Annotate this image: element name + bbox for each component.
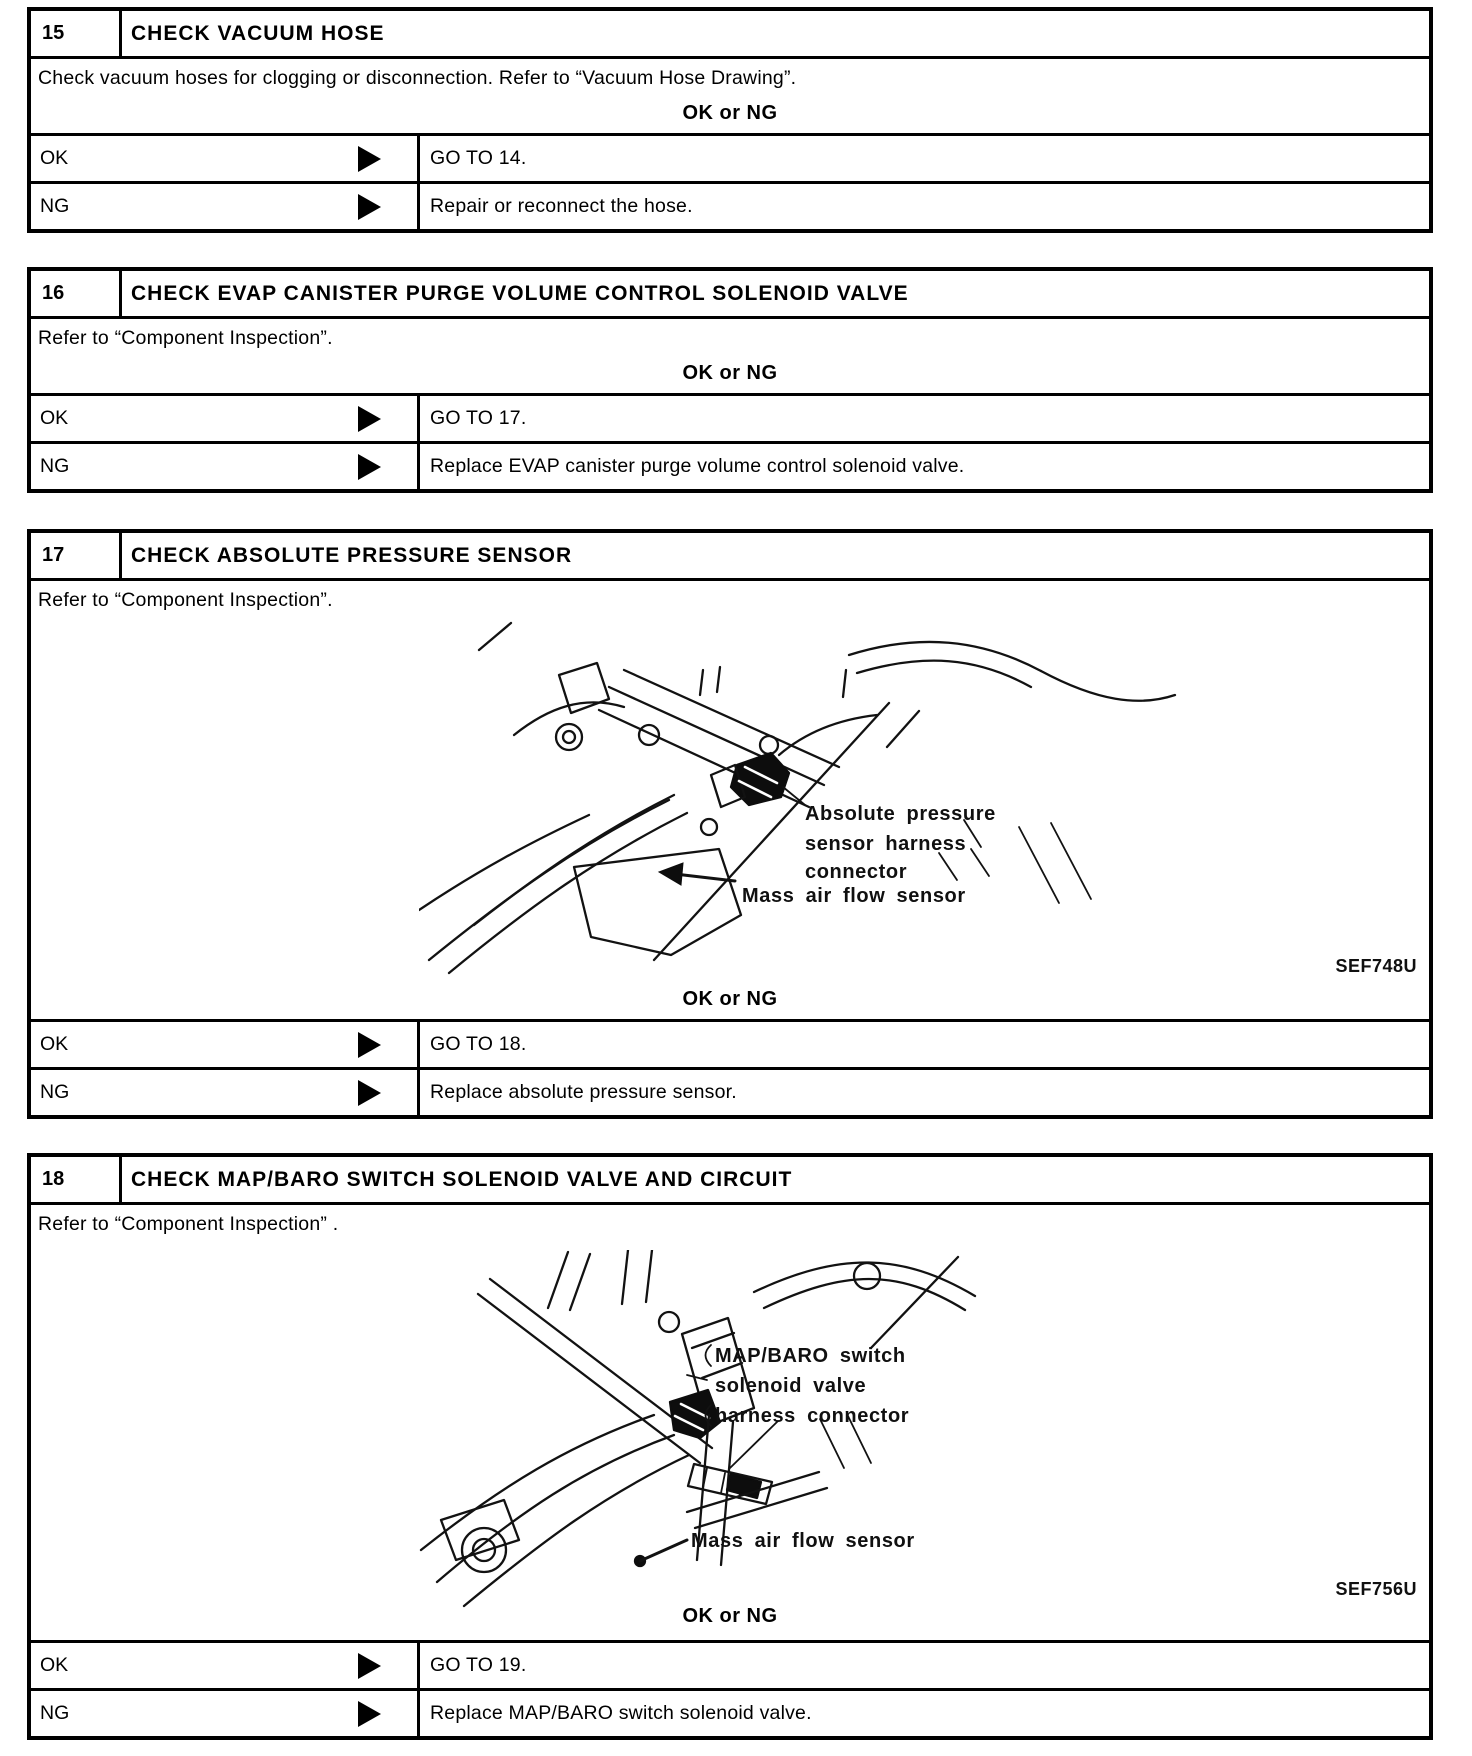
result-label: NG [40, 455, 70, 477]
action-text: Replace absolute pressure sensor. [430, 1081, 737, 1103]
result-cell [31, 444, 420, 489]
callout-maf-sensor: Mass air flow sensor [742, 885, 966, 907]
result-label: NG [40, 1081, 70, 1103]
callout-connector-line3: connector [805, 861, 908, 883]
action-text: Repair or reconnect the hose. [430, 195, 693, 217]
step-description: Refer to “Component Inspection” . [38, 1213, 339, 1235]
callout-connector-line3: harness connector [715, 1405, 910, 1427]
step-title: CHECK ABSOLUTE PRESSURE SENSOR [131, 543, 573, 567]
result-cell [31, 136, 420, 181]
action-text: Replace MAP/BARO switch solenoid valve. [430, 1702, 812, 1724]
step-number: 15 [31, 11, 122, 56]
callout-maf-sensor: Mass air flow sensor [691, 1530, 915, 1552]
step-header [31, 533, 1429, 581]
figure-code: SEF748U [1335, 956, 1417, 976]
step-title: CHECK MAP/BARO SWITCH SOLENOID VALVE AND CIRCUIT [131, 1167, 793, 1191]
result-row-ng [31, 1688, 1429, 1736]
result-label: OK [40, 147, 69, 169]
step-description: Refer to “Component Inspection”. [38, 327, 333, 349]
figure-code: SEF756U [1335, 1579, 1417, 1599]
action-text: Replace EVAP canister purge volume control solenoid valve. [430, 455, 965, 477]
result-label: OK [40, 407, 69, 429]
callout-connector-line2: solenoid valve [715, 1375, 867, 1397]
result-cell [31, 184, 420, 229]
result-row-ng [31, 441, 1429, 489]
action-text: GO TO 19. [430, 1654, 527, 1676]
decision-label: OK or NG [682, 362, 778, 384]
arrow-right-icon [358, 1080, 381, 1106]
result-row-ok [31, 393, 1429, 441]
arrow-right-icon [358, 146, 381, 172]
engine-diagram [419, 615, 1429, 980]
step-body [31, 319, 1429, 393]
procedure-step-16 [27, 267, 1433, 493]
decision-label: OK or NG [682, 1605, 778, 1627]
callout-connector-line1: Absolute pressure [805, 803, 996, 825]
arrow-right-icon [358, 406, 381, 432]
figure-map-baro-switch-solenoid [419, 1250, 1429, 1610]
step-header [31, 271, 1429, 319]
step-header [31, 1157, 1429, 1205]
result-label: NG [40, 195, 70, 217]
result-row-ok [31, 1019, 1429, 1067]
procedure-step-18 [27, 1153, 1433, 1740]
result-row-ng [31, 181, 1429, 229]
result-cell [31, 1691, 420, 1736]
result-row-ok [31, 1640, 1429, 1688]
arrow-right-icon [358, 194, 381, 220]
result-cell [31, 1070, 420, 1115]
step-number: 18 [31, 1157, 122, 1202]
callout-connector-line1: MAP/BARO switch [715, 1345, 906, 1367]
arrow-right-icon [358, 1701, 381, 1727]
decision-label: OK or NG [682, 988, 778, 1010]
decision-label: OK or NG [682, 102, 778, 124]
step-body [31, 59, 1429, 133]
step-number: 17 [31, 533, 122, 578]
result-cell [31, 1022, 420, 1067]
callout-connector-line2: sensor harness [805, 833, 967, 855]
procedure-step-15 [27, 7, 1433, 233]
result-label: OK [40, 1654, 69, 1676]
step-title: CHECK VACUUM HOSE [131, 21, 385, 45]
figure-absolute-pressure-sensor [419, 615, 1429, 980]
step-body [31, 1205, 1429, 1640]
arrow-right-icon [358, 454, 381, 480]
result-cell [31, 1643, 420, 1688]
arrow-right-icon [358, 1653, 381, 1679]
action-text: GO TO 17. [430, 407, 527, 429]
procedure-step-17 [27, 529, 1433, 1119]
result-label: NG [40, 1702, 70, 1724]
engine-diagram [419, 1250, 1429, 1610]
action-text: GO TO 18. [430, 1033, 527, 1055]
action-text: GO TO 14. [430, 147, 527, 169]
result-row-ng [31, 1067, 1429, 1115]
step-body [31, 581, 1429, 1019]
step-description: Check vacuum hoses for clogging or disconnection. Refer to “Vacuum Hose Drawing”. [38, 67, 797, 89]
step-header [31, 11, 1429, 59]
result-row-ok [31, 133, 1429, 181]
arrow-right-icon [358, 1032, 381, 1058]
step-title: CHECK EVAP CANISTER PURGE VOLUME CONTROL SOLENOID VALVE [131, 281, 909, 305]
step-description: Refer to “Component Inspection”. [38, 589, 333, 611]
step-number: 16 [31, 271, 122, 316]
result-cell [31, 396, 420, 441]
result-label: OK [40, 1033, 69, 1055]
